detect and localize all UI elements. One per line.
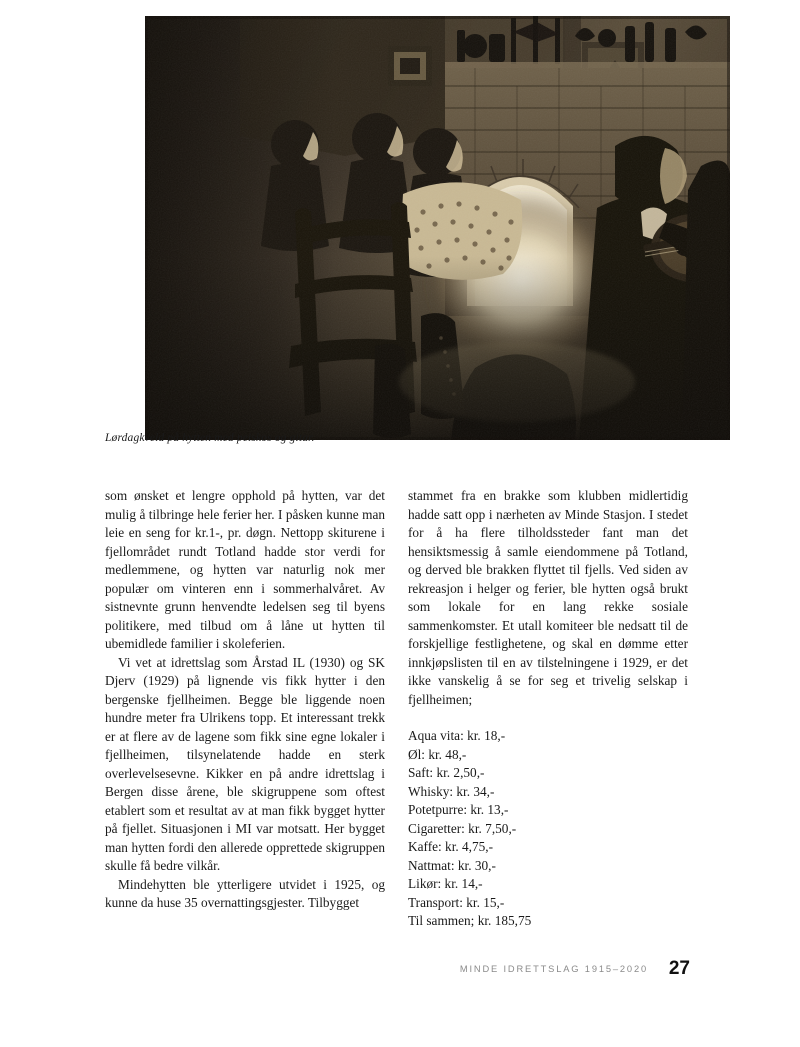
list-item: Til sammen; kr. 185,75 — [408, 913, 532, 928]
list-item: Whisky: kr. 34,- — [408, 783, 495, 799]
list-item: Nattmat: kr. 30,- — [408, 857, 496, 873]
paragraph: som ønsket et lengre opphold på hytten, var det mulig å tilbringe hele ferier her. I påsken kunne man leie en seng for kr.1-, pr. døgn. Nettopp skiturene i fjellområdet rundt Totland hadde stor verdi for medlemmene, og hytten var naturlig nok mer populær om vinteren enn i sommerhalvåret. Av sistnevnte grunn henvendte ledelsen seg til byens politikere, med tilbud om å låne ut hytten til ubemidlede familier i skoleferien. — [105, 488, 385, 651]
purchase-price-list — [408, 727, 688, 931]
running-title: MINDE IDRETTSLAG 1915–2020 — [459, 964, 648, 974]
list-item: Likør: kr. 14,- — [408, 876, 483, 891]
list-item: Saft: kr. 2,50,- — [408, 765, 485, 780]
left-text-column — [105, 487, 385, 913]
page-number: 27 — [668, 958, 690, 979]
photograph-figure — [145, 16, 730, 440]
photo-caption: Lørdagkveld på hytten med peiskos og gitar. — [105, 432, 315, 444]
page-footer — [105, 958, 690, 988]
list-item: Potetpurre: kr. 13,- — [408, 802, 509, 817]
paragraph: Vi vet at idrettslag som Årstad IL (1930) og SK Djerv (1929) på lignende vis fikk hytter i den bergenske fjellheimen. Begge ble liggende noen hundre meter fra Ulrikens topp. Et interessant trekk er at flere av de lagene som fikk sine egne lokaler i fjellheimen, tilsynelatende hadde en sterk overlevelsesevne. Kikker en på andre idrettslag i Bergen disse årene, ble skigruppene som oftest etablert som et resultat av at man fikk bygget hytter på fjellet. Situasjonen i MI var motsatt. Her bygget man hytten fordi den allerede opprettede skigruppen skulle få bedre vilkår. — [105, 654, 385, 873]
cabin-fireplace-photo — [145, 16, 730, 440]
body-columns — [105, 487, 690, 947]
right-text-column — [408, 487, 688, 931]
paragraph: Mindehytten ble ytterligere utvidet i 1925, og kunne da huse 35 overnattingsgjester. Tilbygget — [105, 876, 385, 910]
list-item: Øl: kr. 48,- — [408, 746, 467, 762]
list-item: Cigaretter: kr. 7,50,- — [408, 820, 517, 836]
paragraph: stammet fra en brakke som klubben midlertidig hadde satt opp i nærheten av Minde Stasjon. I stedet for å ha flere tilholdssteder fant man det hensiktsmessig å samle eiendommene på Totland, og derved ble brakken flyttet til fjells. Ved siden av rekreasjon i helger og ferier, ble hytten også brukt som lokale for en lang rekke sosiale sammenkomster. Et utall komiteer ble nedsatt til de forskjellige festlighetene, og skal en dømme etter innkjøpslisten til en av tilstelningene i 1929, er det ikke vanskelig å se for seg et trivelig selskap i fjellheimen; — [408, 488, 688, 707]
list-item: Transport: kr. 15,- — [408, 894, 505, 910]
list-item: Aqua vita: kr. 18,- — [408, 728, 506, 743]
spacer — [408, 709, 688, 727]
list-item: Kaffe: kr. 4,75,- — [408, 839, 494, 854]
